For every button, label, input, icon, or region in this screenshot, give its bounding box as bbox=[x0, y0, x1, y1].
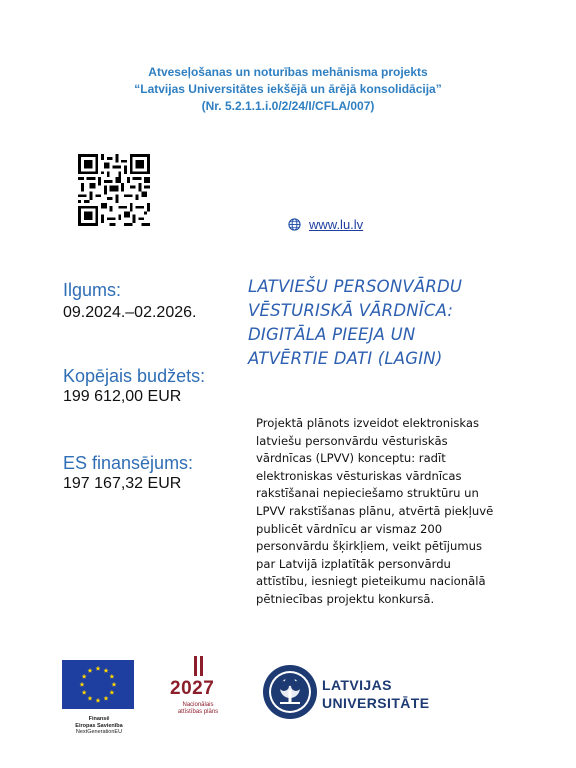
header-line-3: (Nr. 5.2.1.1.i.0/2/24/I/CFLA/007) bbox=[201, 99, 375, 113]
lu-logo bbox=[262, 664, 472, 726]
website-link-row[interactable] bbox=[288, 216, 363, 232]
nap-caption-line: attīstības plāns bbox=[177, 709, 219, 715]
nap-2027-logo bbox=[166, 656, 230, 732]
description-line: rakstīšanai nepieciešamo struktūru un bbox=[256, 486, 479, 501]
title-line: LATVIEŠU PERSONVĀRDU bbox=[248, 277, 463, 296]
lu-name-line: UNIVERSITĀTE bbox=[322, 695, 430, 711]
lu-name bbox=[322, 676, 429, 712]
description-line: par Latvijā izplatītāk personvārdu bbox=[256, 556, 451, 571]
eu-logo bbox=[62, 660, 136, 735]
globe-icon bbox=[288, 218, 301, 231]
title-line: VĒSTURISKĀ VĀRDNĪCA: bbox=[248, 301, 454, 320]
budget-label: Kopējais budžets: bbox=[63, 366, 206, 386]
description-line: Projektā plānots izveidot elektroniskas bbox=[256, 416, 480, 430]
eu-flag-icon bbox=[62, 660, 134, 709]
project-header bbox=[0, 64, 576, 115]
nap-caption-line: Nacionālais bbox=[182, 702, 214, 708]
eu-funding-label: ES finansējums: bbox=[63, 453, 194, 473]
description-line: pētniecības projektu konkursā. bbox=[256, 591, 435, 606]
title-line: DIGITĀLA PIEEJA UN bbox=[248, 325, 416, 344]
nap-year: 2027 bbox=[170, 678, 215, 699]
nap-caption bbox=[166, 702, 230, 716]
description-line: attīstību, iesniegt pieteikumu nacionālā bbox=[256, 574, 486, 589]
lu-name-line: LATVIJAS bbox=[322, 677, 392, 693]
duration-value: 09.2024.–02.2026. bbox=[63, 304, 197, 321]
lu-seal-icon bbox=[262, 664, 318, 720]
qr-code-icon bbox=[78, 154, 150, 226]
description-line: vārdnīcas (LPVV) konceptu: radīt bbox=[256, 451, 446, 466]
description-line: LPVV rakstīšanas plānu, atvērtā piekļuvē bbox=[256, 503, 494, 518]
eu-caption-line: Finansē bbox=[88, 716, 110, 722]
eu-funding-value: 197 167,32 EUR bbox=[63, 475, 182, 492]
title-line: ATVĒRTIE DATI (LAGIN) bbox=[248, 349, 443, 368]
budget-value: 199 612,00 EUR bbox=[63, 388, 182, 405]
website-link[interactable]: www.lu.lv bbox=[309, 216, 364, 232]
description-line: personvārdu šķirkļiem, veikt pētījumus bbox=[256, 539, 483, 554]
project-title bbox=[248, 275, 538, 371]
eu-caption-line: Eiropas Savienība bbox=[75, 722, 123, 729]
duration-label: Ilgums: bbox=[63, 280, 122, 300]
description-line: elektroniskas vēsturiskas vārdnīcas bbox=[256, 468, 462, 483]
description-line: publicēt vārdnīcu ar vismaz 200 bbox=[256, 521, 443, 536]
project-description bbox=[256, 415, 516, 609]
eu-caption-line: NextGenerationEU bbox=[75, 729, 123, 735]
header-line-1: Atveseļošanas un noturības mehānisma projekts bbox=[148, 65, 428, 79]
eu-caption bbox=[62, 716, 136, 736]
description-line: latviešu personvārdu vēsturiskās bbox=[256, 433, 448, 448]
header-line-2: “Latvijas Universitātes iekšējā un ārējā konsolidācija” bbox=[134, 82, 442, 96]
